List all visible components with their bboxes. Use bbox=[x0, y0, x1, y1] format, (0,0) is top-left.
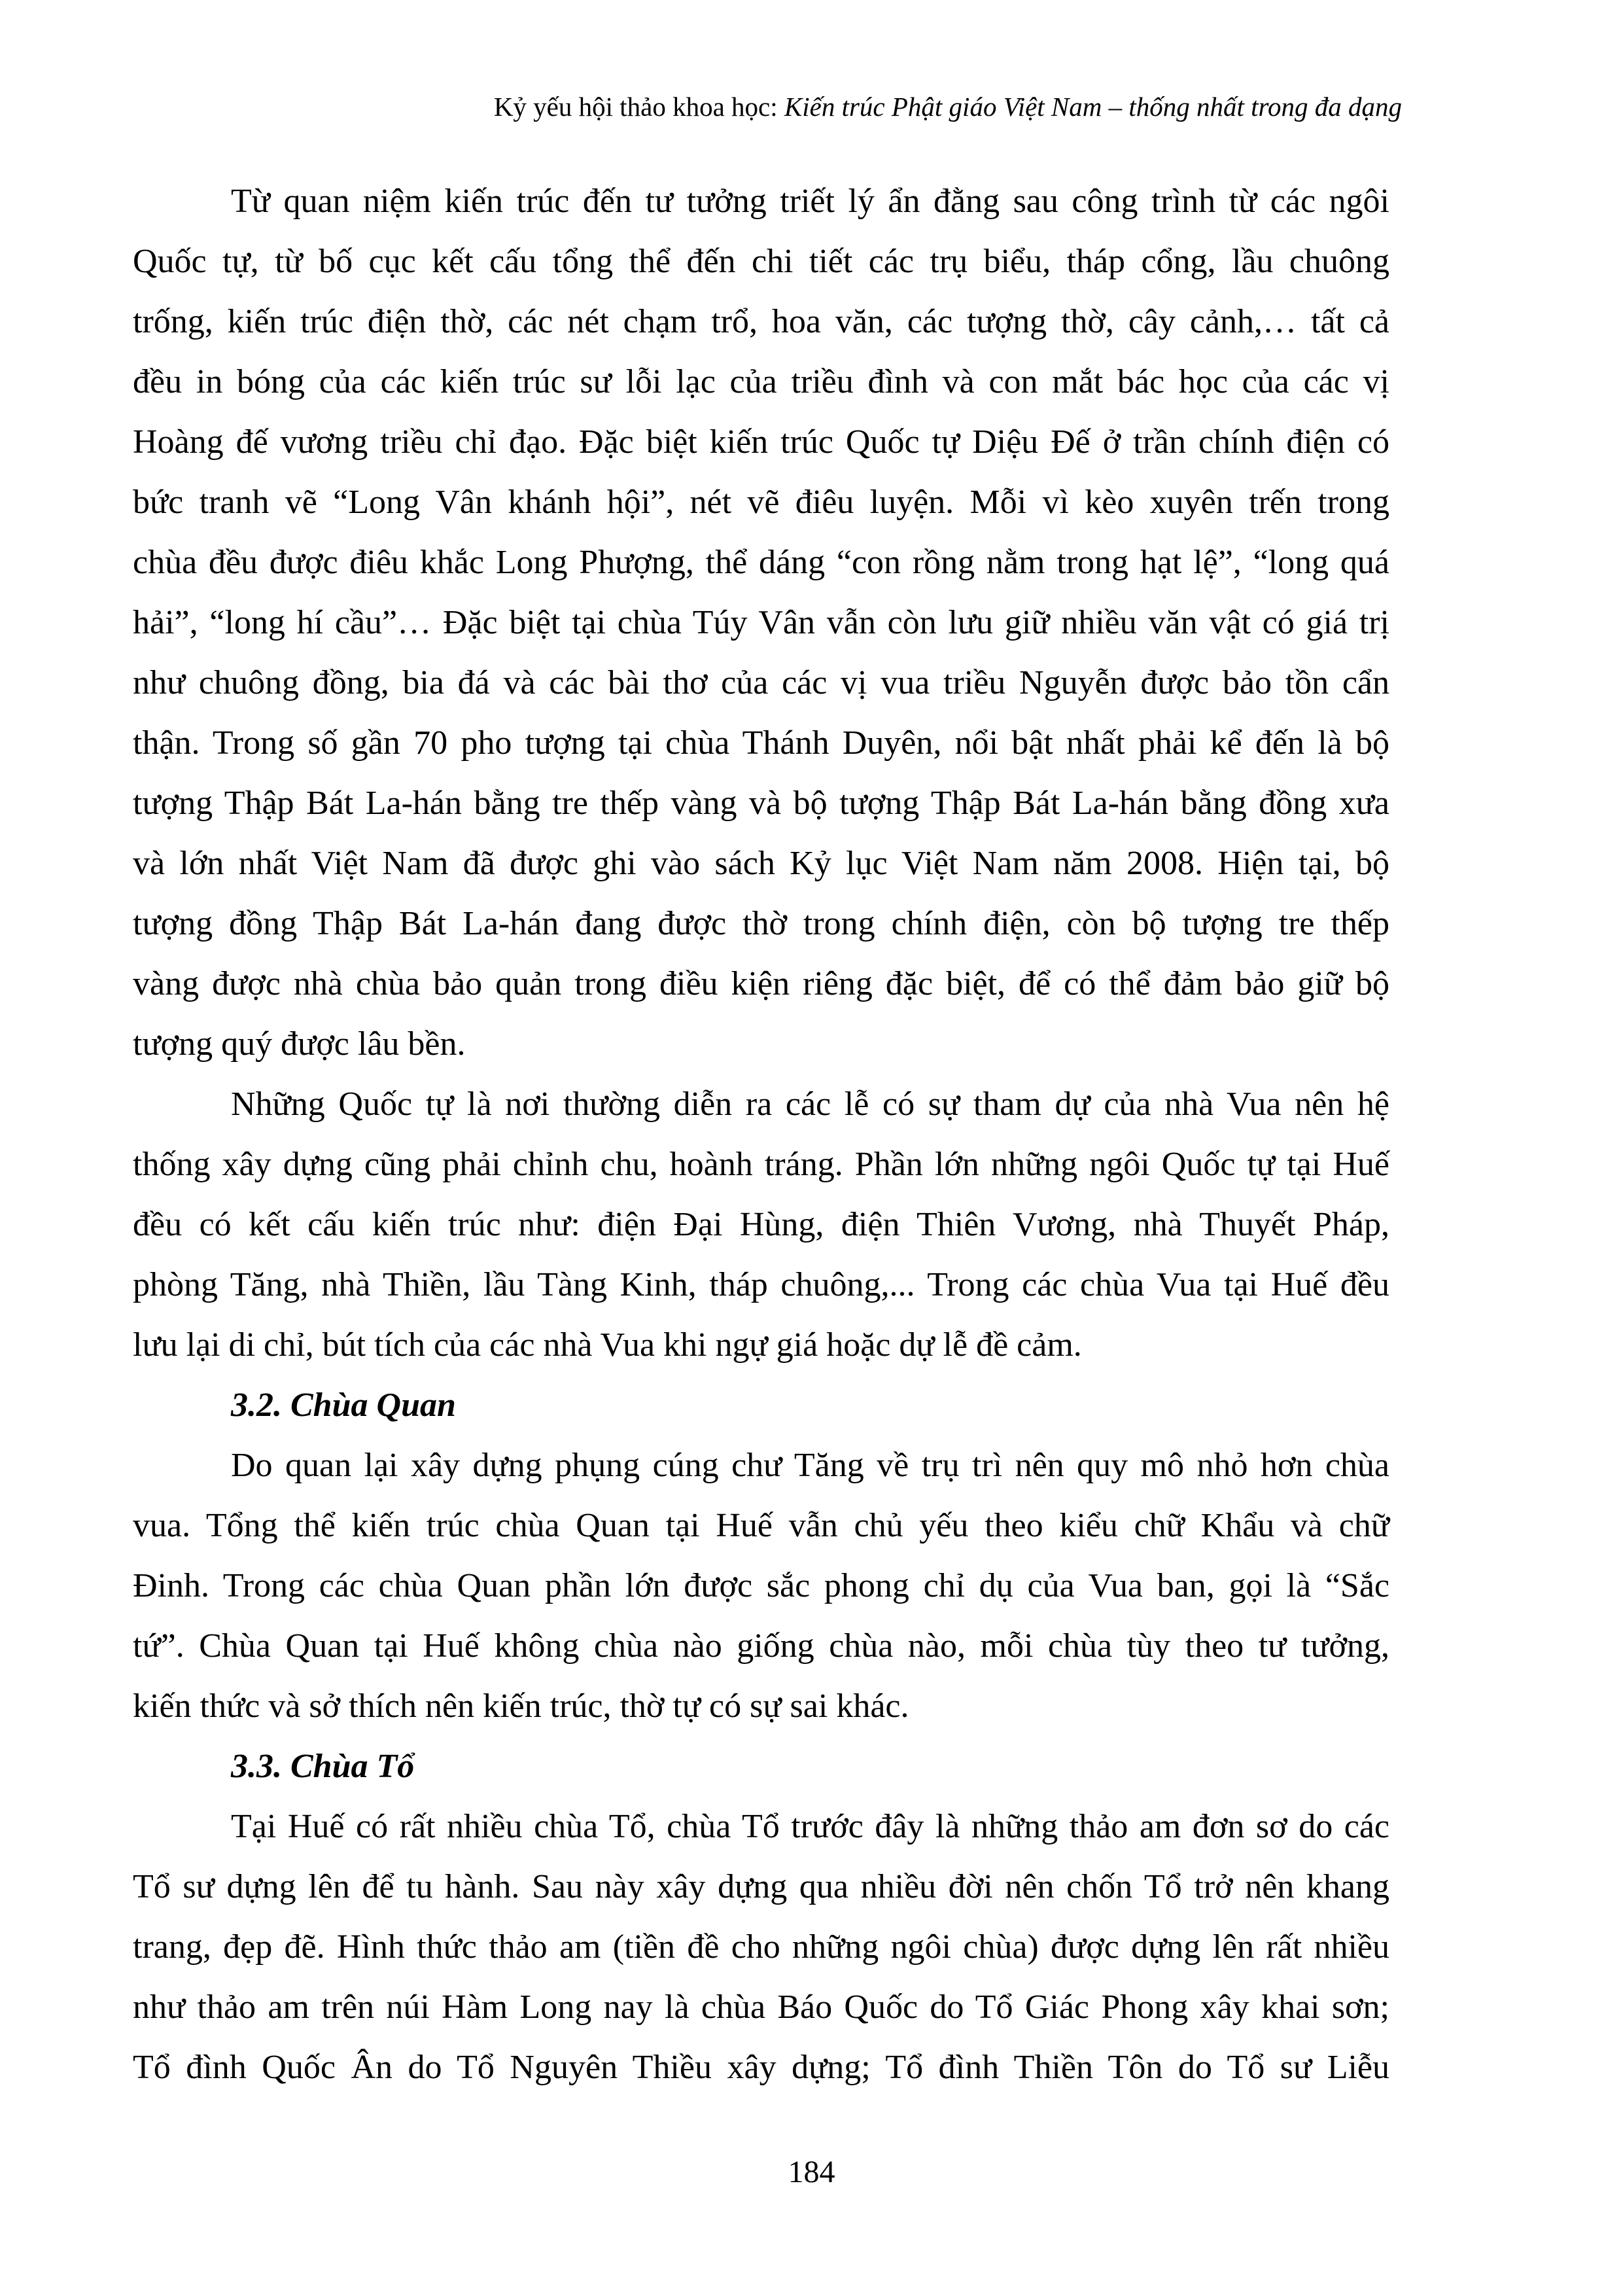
text-line: đều có kết cấu kiến trúc như: điện Đại Hùng, điện Thiên Vương, nhà Thuyết Pháp, bbox=[133, 1206, 1389, 1243]
running-header bbox=[494, 90, 1402, 123]
text-line: như chuông đồng, bia đá và các bài thơ của các vị vua triều Nguyễn được bảo tồn cẩn bbox=[133, 664, 1389, 701]
text-line: trang, đẹp đẽ. Hình thức thảo am (tiền đề cho những ngôi chùa) được dựng lên rất nhiều bbox=[133, 1928, 1389, 1966]
text-line: Những Quốc tự là nơi thường diễn ra các lễ có sự tham dự của nhà Vua nên hệ bbox=[231, 1086, 1389, 1123]
paragraph bbox=[133, 171, 1389, 1074]
section-heading: 3.3. Chùa Tổ bbox=[231, 1748, 415, 1785]
text-line: Do quan lại xây dựng phụng cúng chư Tăng về trụ trì nên quy mô nhỏ hơn chùa bbox=[231, 1447, 1389, 1484]
document-body bbox=[133, 171, 1389, 2098]
text-line: Đinh. Trong các chùa Quan phần lớn được sắc phong chỉ dụ của Vua ban, gọi là “Sắc bbox=[133, 1567, 1389, 1604]
text-line: kiến thức và sở thích nên kiến trúc, thờ tự có sự sai khác. bbox=[133, 1687, 909, 1725]
text-line: Hoàng đế vương triều chỉ đạo. Đặc biệt kiến trúc Quốc tự Diệu Đế ở trần chính điện có bbox=[133, 423, 1389, 461]
page-number: 184 bbox=[788, 2155, 835, 2189]
text-line: tượng quý được lâu bền. bbox=[133, 1025, 466, 1063]
text-line: Tổ sư dựng lên để tu hành. Sau này xây dựng qua nhiều đời nên chốn Tổ trở nên khang bbox=[133, 1868, 1389, 1905]
text-line: tượng đồng Thập Bát La-hán đang được thờ trong chính điện, còn bộ tượng tre thếp bbox=[133, 905, 1389, 942]
text-line: trống, kiến trúc điện thờ, các nét chạm trổ, hoa văn, các tượng thờ, cây cảnh,… tất cả bbox=[133, 303, 1389, 340]
text-line: bức tranh vẽ “Long Vân khánh hội”, nét vẽ điêu luyện. Mỗi vì kèo xuyên trến trong bbox=[133, 484, 1389, 521]
text-line: và lớn nhất Việt Nam đã được ghi vào sách Kỷ lục Việt Nam năm 2008. Hiện tại, bộ bbox=[133, 845, 1389, 882]
text-line: thận. Trong số gần 70 pho tượng tại chùa Thánh Duyên, nổi bật nhất phải kể đến là bộ bbox=[133, 724, 1389, 762]
text-line: phòng Tăng, nhà Thiền, lầu Tàng Kinh, tháp chuông,... Trong các chùa Vua tại Huế đều bbox=[133, 1266, 1389, 1303]
text-line: lưu lại di chỉ, bút tích của các nhà Vua khi ngự giá hoặc dự lễ đề cảm. bbox=[133, 1326, 1082, 1364]
text-line: Tại Huế có rất nhiều chùa Tổ, chùa Tổ trước đây là những thảo am đơn sơ do các bbox=[231, 1808, 1389, 1845]
text-line: tượng Thập Bát La-hán bằng tre thếp vàng và bộ tượng Thập Bát La-hán bằng đồng xưa bbox=[133, 785, 1389, 822]
section-heading: 3.2. Chùa Quan bbox=[231, 1386, 456, 1424]
text-line: thống xây dựng cũng phải chỉnh chu, hoành tráng. Phần lớn những ngôi Quốc tự tại Huế bbox=[133, 1146, 1389, 1183]
text-line: Quốc tự, từ bố cục kết cấu tổng thể đến chi tiết các trụ biểu, tháp cổng, lầu chuông bbox=[133, 243, 1389, 280]
text-line: hải”, “long hí cầu”… Đặc biệt tại chùa Túy Vân vẫn còn lưu giữ nhiều văn vật có giá trị bbox=[133, 604, 1389, 641]
text-line: Từ quan niệm kiến trúc đến tư tưởng triết lý ẩn đằng sau công trình từ các ngôi bbox=[231, 183, 1389, 220]
text-line: tứ”. Chùa Quan tại Huế không chùa nào giống chùa nào, mỗi chùa tùy theo tư tưởng, bbox=[133, 1627, 1389, 1665]
text-line: chùa đều được điêu khắc Long Phượng, thể dáng “con rồng nằm trong hạt lệ”, “long quá bbox=[133, 544, 1389, 581]
paragraph bbox=[133, 1797, 1389, 2098]
paragraph bbox=[133, 1074, 1389, 1375]
paragraph bbox=[133, 1436, 1389, 1737]
text-line: vàng được nhà chùa bảo quản trong điều kiện riêng đặc biệt, để có thể đảm bảo giữ bộ bbox=[133, 965, 1389, 1002]
header-title: Kiến trúc Phật giáo Việt Nam – thống nhất trong đa dạng bbox=[784, 92, 1402, 122]
text-line: vua. Tổng thể kiến trúc chùa Quan tại Huế vẫn chủ yếu theo kiểu chữ Khẩu và chữ bbox=[133, 1507, 1389, 1544]
text-line: như thảo am trên núi Hàm Long nay là chùa Báo Quốc do Tổ Giác Phong xây khai sơn; bbox=[133, 1988, 1389, 2026]
text-line: Tổ đình Quốc Ân do Tổ Nguyên Thiều xây dựng; Tổ đình Thiền Tôn do Tổ sư Liễu bbox=[133, 2049, 1389, 2086]
header-prefix: Kỷ yếu hội thảo khoa học: bbox=[493, 92, 784, 122]
text-line: đều in bóng của các kiến trúc sư lỗi lạc của triều đình và con mắt bác học của các vị bbox=[133, 363, 1389, 400]
